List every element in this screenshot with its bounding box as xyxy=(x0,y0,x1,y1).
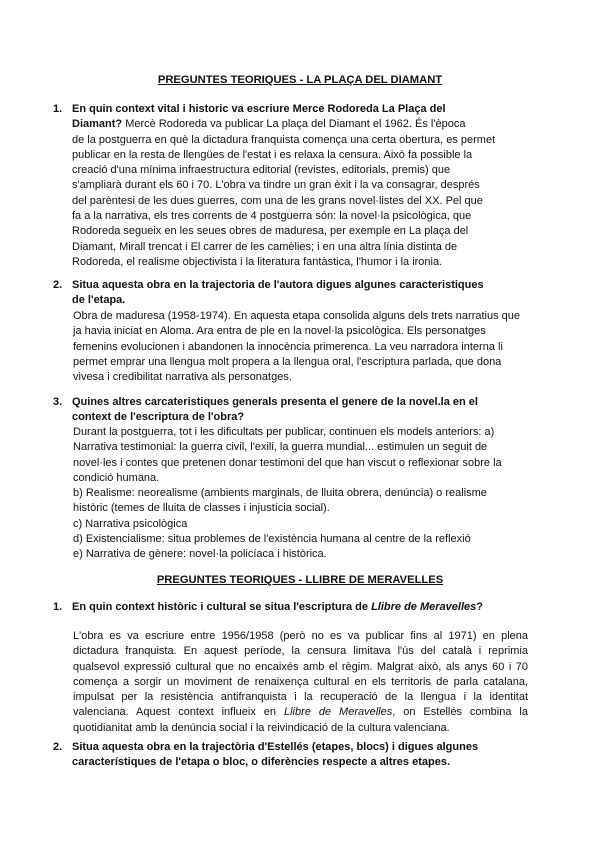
answer-text-line: Narrativa testimonial: la guerra civil, l'exili, la guerra mundial... estimulen un seguit de xyxy=(73,441,488,454)
answer-text-line: Durant la postguerra, tot i les dificultats per publicar, continuen els models anteriors: a) xyxy=(73,426,495,438)
answer-text-line: d) Existencialisme: situa problemes de l'existència humana al centre de la reflexió xyxy=(73,533,471,546)
question-2-text xyxy=(72,278,527,309)
question-1 xyxy=(53,102,527,270)
question-number: 2. xyxy=(53,279,63,291)
question-number: 1. xyxy=(53,103,63,115)
answer-text-line: femenins evolucionen i abandonen la innocència primerenca. La veu narradora interna li xyxy=(73,340,503,353)
question-3 xyxy=(53,395,527,426)
answer-text-line: dictadura franquista. En aquest període, la censura limitava l'ús del català i reprimia xyxy=(73,645,528,658)
section-title-plaça-diamant: PREGUNTES TEORIQUES - LA PLAÇA DEL DIAMANT xyxy=(157,74,443,86)
answer-text-line: c) Narrativa psicològica xyxy=(73,517,188,530)
answer-text-line: vivesa i credibilitat narrativa als personatges. xyxy=(73,371,292,384)
question-2 xyxy=(53,278,527,309)
answer-text-line: permet emprar una llengua molt propera a la llengua oral, l'escriptura parlada, que dona xyxy=(73,355,502,368)
section-title-llibre-meravelles: PREGUNTES TEORIQUES - LLIBRE DE MERAVELLES xyxy=(156,574,444,586)
question-number: 1. xyxy=(53,601,63,613)
answer-text-line: ja havia iniciat en Aloma. Ara entra de ple en la novel·la psicològica. Els personatges xyxy=(73,325,486,338)
question-1-llibre-answer xyxy=(73,629,528,736)
answer-text-line: fa a la narrativa, els tres corrents de 4 postguerra són: la novel·la psicològica, que xyxy=(72,210,472,223)
answer-text-line: quotidianitat amb la denúncia social i la reivindicació de la cultura valenciana. xyxy=(73,721,450,734)
question-text-line: Situa aquesta obra en la trajectòria d'Estellés (etapes, blocs) i digues algunes xyxy=(72,741,479,753)
answer-text-line: Rodoreda, el realisme objectivista i la literatura fantàstica, l'humor i la ironia. xyxy=(72,255,443,268)
answer-text-line: condició humana. xyxy=(73,471,160,484)
answer-text-line: Rodoreda segueix en les seues obres de maduresa, per exemple en La plaça del xyxy=(72,225,469,238)
question-2-answer xyxy=(73,309,528,385)
question-text-part: ? xyxy=(476,601,483,613)
question-text xyxy=(72,601,483,613)
question-2-llibre-text xyxy=(72,740,527,771)
answer-text-line: L'obra es va escriure entre 1956/1958 (però no es va publicar fins al 1971) en plena xyxy=(73,630,528,642)
book-title: Llibre de Meravelles xyxy=(371,601,477,613)
question-text-line: Diamant? Mercè Rodoreda va publicar La plaça del Diamant el 1962. És l'època xyxy=(72,118,466,131)
question-text-part: En quin context històric i cultural se situa l'escriptura de xyxy=(72,601,372,613)
question-2-llibre xyxy=(53,740,527,771)
answer-text-line: qualsevol expressió cultural que no encaixés amb el règim. Malgrat això, als anys 60 i 70 xyxy=(73,660,528,673)
question-text-line: context de l'escriptura de l'obra? xyxy=(72,411,245,424)
question-3-answer xyxy=(73,425,528,563)
answer-text-line: de la postguerra en què la dictadura franquista comença una certa obertura, es permet xyxy=(72,133,496,146)
answer-text-line: comença a sorgir un moviment de renaixença cultural en els territoris de parla catalana, xyxy=(73,675,528,688)
question-text-line: característiques de l'etapa o bloc, o diferències respecte a altres etapes. xyxy=(72,756,451,769)
answer-text-line: Obra de maduresa (1958-1974). En aquesta etapa consolida alguns dels trets narratius que xyxy=(73,310,521,322)
answer-text-line: creació d'una mínima infraestructura editorial (revistes, editorials, premis) que xyxy=(72,164,451,177)
answer-text-line: del parèntesi de les dues guerres, com una de les grans novel·listes del XX. Pel que xyxy=(72,194,483,207)
question-number: 2. xyxy=(53,741,63,753)
question-text-line: Situa aquesta obra en la trajectoria de l'autora digues algunes caracteristiques xyxy=(72,279,484,291)
question-1-content xyxy=(72,102,527,270)
answer-text-line: novel·les i contes que pretenen donar testimoni del que han viscut o reflexionar sobre la xyxy=(73,456,502,469)
answer-text-line: Diamant, Mirall trencat i El carrer de les camèlies; i en una altra línia distinta de xyxy=(72,240,458,253)
answer-text-line: e) Narrativa de gènere: novel·la policíaca i històrica. xyxy=(73,548,327,561)
book-title: Llibre de Meravelles xyxy=(284,706,393,719)
question-text-line: Quines altres carcateristiques generals presenta el genere de la novel.la en el xyxy=(72,396,478,408)
answer-text-line: valenciana. Aquest context influeix en Llibre de Meravelles, on Estellés combina la xyxy=(73,706,528,719)
answer-text-line: històric (temes de lluita de classes i injustícia social). xyxy=(73,502,330,515)
answer-text-line: s'ampliarà durant els 60 i 70. L'obra va tindre un gran èxit i la va consagrar, després xyxy=(72,179,480,192)
question-text-line: de l'etapa. xyxy=(72,294,126,307)
answer-text: Mercè Rodoreda va publicar La plaça del Diamant el 1962. És l'època xyxy=(125,118,466,131)
answer-text-line: publicar en la resta de llengües de l'estat i es relaxa la censura. Això fa possible la xyxy=(72,148,473,161)
question-number: 3. xyxy=(53,396,63,408)
answer-text-line: impulsat per la resistència antifranquista i la recuperació de la llengua i la identitat xyxy=(73,691,528,704)
question-1-llibre xyxy=(53,600,527,615)
answer-text-line: b) Realisme: neorealisme (ambients marginals, de lluita obrera, denúncia) o realisme xyxy=(73,487,487,500)
question-3-text xyxy=(72,395,527,426)
question-text-line: En quin context vital i historic va escriure Merce Rodoreda La Plaça del xyxy=(72,103,446,115)
